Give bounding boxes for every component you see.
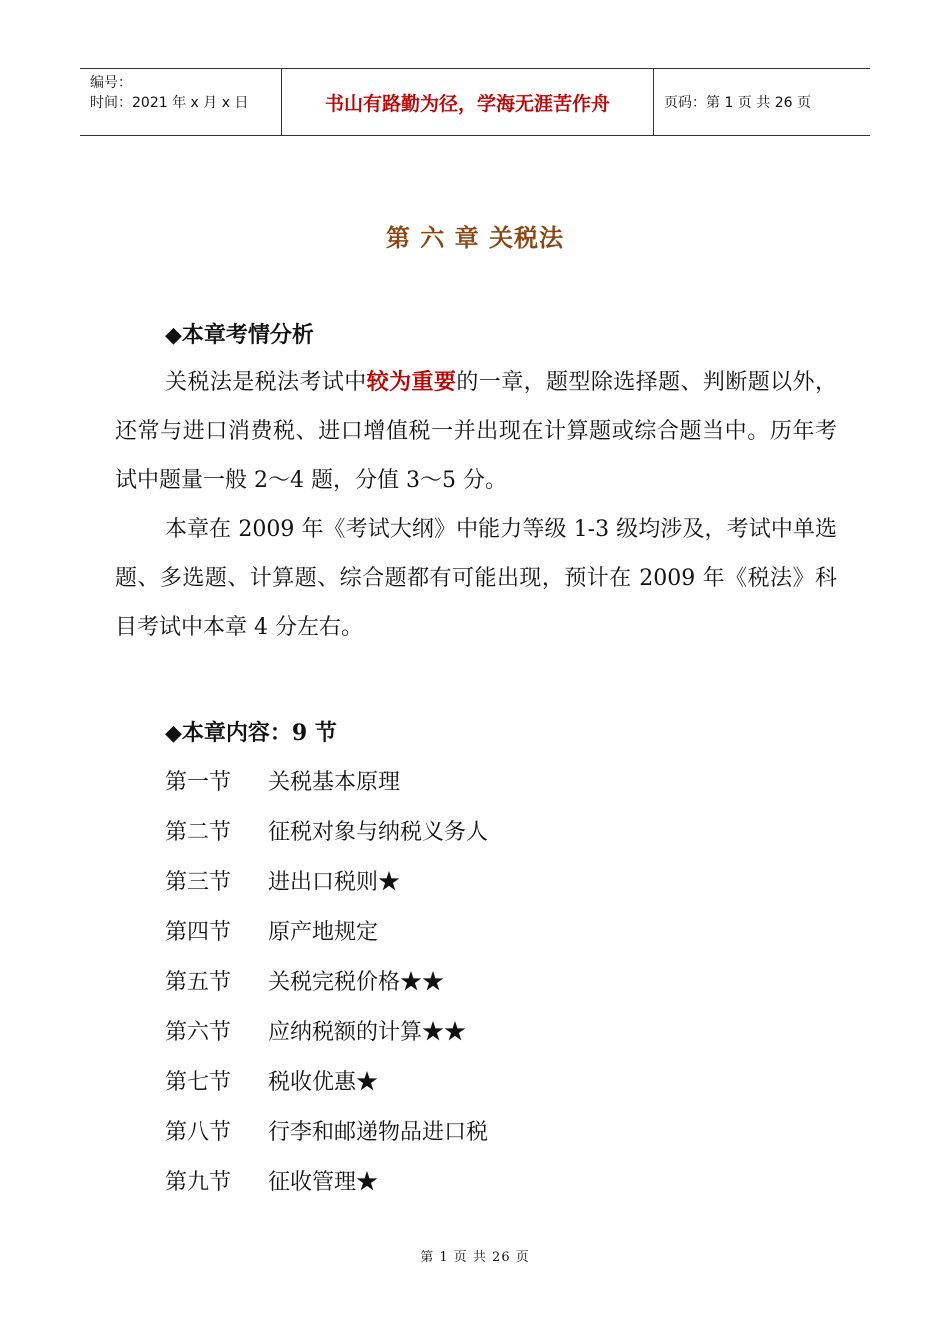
analysis-body [115, 358, 837, 652]
header-meta [80, 69, 282, 135]
section-list [165, 758, 488, 1208]
section-number: 第九节 [165, 1170, 232, 1195]
section-title: 应纳税额的计算★★ [268, 1020, 467, 1045]
section-number: 第二节 [165, 820, 232, 845]
section-title: 征税对象与纳税义务人 [268, 820, 489, 845]
list-item [165, 758, 488, 808]
list-item [165, 1108, 488, 1158]
section-number: 第七节 [165, 1070, 232, 1095]
section-title: 进出口税则★ [268, 870, 401, 895]
section-number: 第五节 [165, 970, 232, 995]
para1-highlight: 较为重要 [366, 369, 457, 395]
chapter-title: 第 六 章 关税法 [385, 223, 565, 252]
page-footer: 第 1 页 共 26 页 [420, 1250, 530, 1265]
section-number: 第三节 [165, 870, 232, 895]
header-motto [282, 69, 654, 135]
section-number: 第八节 [165, 1120, 232, 1145]
list-item [165, 958, 488, 1008]
list-item [165, 908, 488, 958]
section-heading-contents: ◆本章内容：9 节 [165, 720, 337, 746]
list-item [165, 1058, 488, 1108]
section-title: 征收管理★ [268, 1170, 379, 1195]
section-title: 税收优惠★ [268, 1070, 379, 1095]
section-number: 第一节 [165, 770, 232, 795]
section-title: 原产地规定 [268, 920, 379, 945]
section-number: 第六节 [165, 1020, 232, 1045]
header-page-info [654, 69, 870, 135]
list-item [165, 808, 488, 858]
header-number-label: 编号： [90, 75, 132, 91]
para1-post: 的一章，题型除选择题、判断题以外，还常与进口消费税、进口增值税一并出现在计算题或综合题当中。历年考试中题量一般 2～4 题，分值 3～5 分。 [115, 370, 837, 493]
section-title: 关税完税价格★★ [268, 970, 445, 995]
header-motto-text: 书山有路勤为径，学海无涯苦作舟 [324, 92, 610, 115]
list-item [165, 1008, 488, 1058]
header-time-label: 时间：2021 年 x 月 x 日 [90, 95, 249, 111]
section-title: 关税基本原理 [268, 770, 401, 795]
header-page-info-text: 页码：第 1 页 共 26 页 [664, 95, 811, 111]
analysis-paragraph-2: 本章在 2009 年《考试大纲》中能力等级 1-3 级均涉及，考试中单选题、多选题、计算题、综合题都有可能出现，预计在 2009 年《税法》科目考试中本章 4 分左右。 [115, 517, 837, 640]
section-title: 行李和邮递物品进口税 [268, 1120, 489, 1145]
page-header [80, 68, 870, 136]
section-heading-analysis: ◆本章考情分析 [165, 322, 314, 348]
analysis-paragraph-1 [115, 358, 837, 505]
section-number: 第四节 [165, 920, 232, 945]
para1-pre: 关税法是税法考试中 [165, 370, 367, 395]
list-item [165, 858, 488, 908]
list-item [165, 1158, 488, 1208]
